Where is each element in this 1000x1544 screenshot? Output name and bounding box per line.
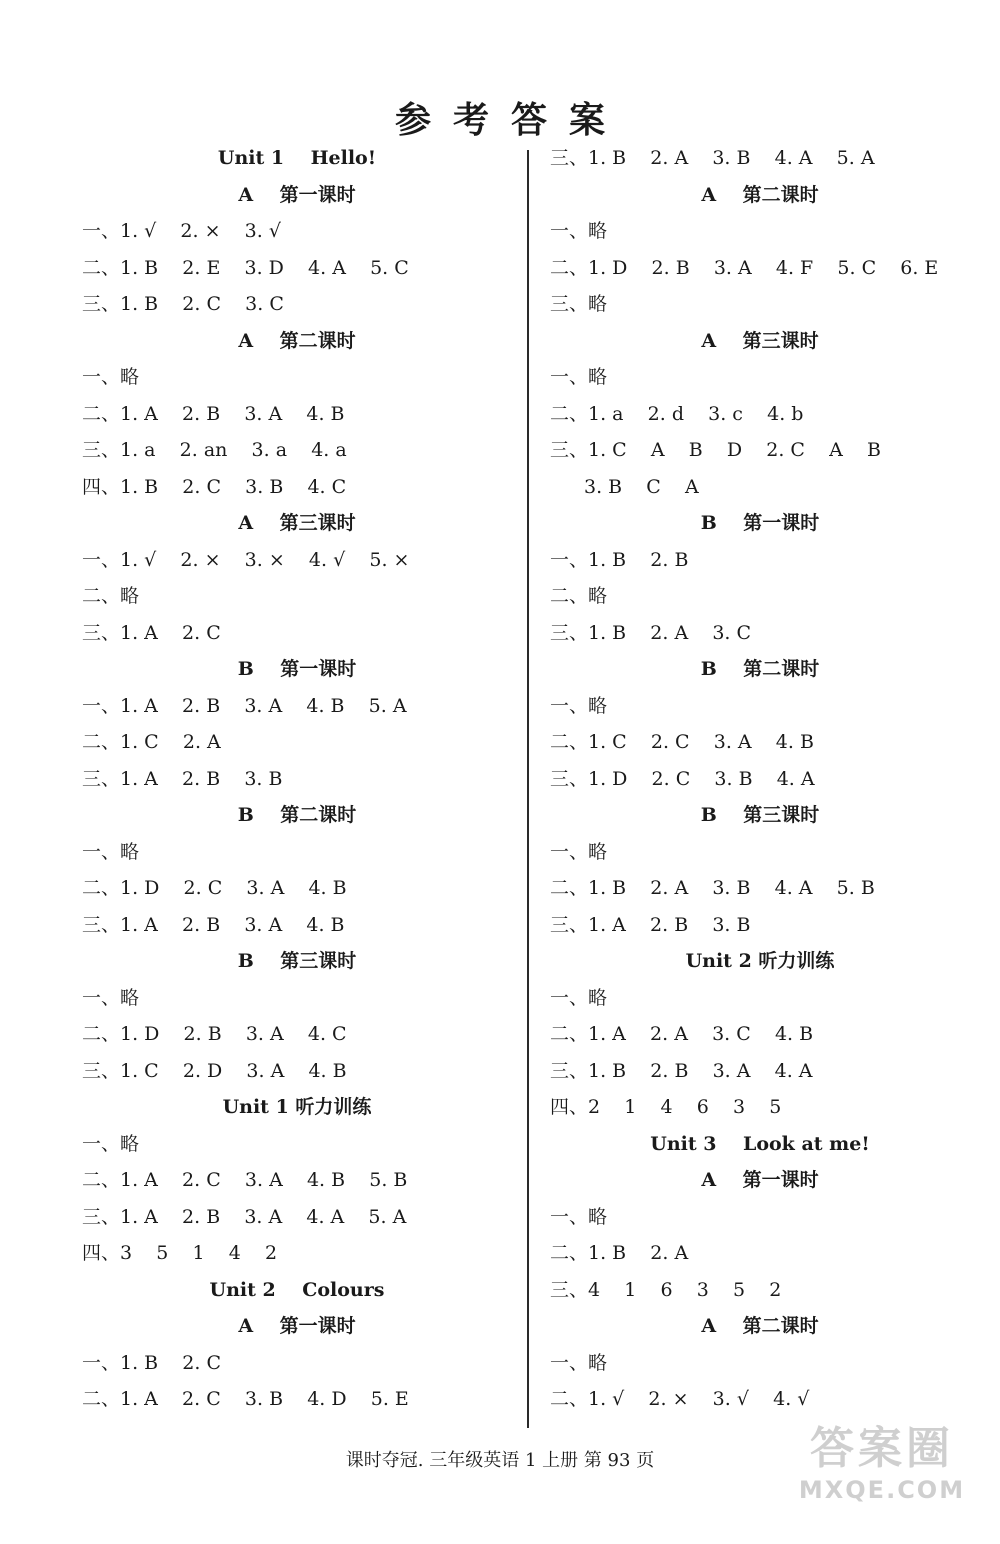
answer-line: 一、1. B 2. C [82,1351,221,1374]
section-heading: B 第二课时 [237,804,357,826]
watermark-url: MXQE.COM [798,1476,966,1504]
section-heading: Unit 2 Colours [209,1278,385,1301]
answer-line: 二、1. √ 2. × 3. √ 4. √ [550,1388,810,1410]
answer-line: 三、1. D 2. C 3. B 4. A [550,767,815,790]
section-heading: B 第二课时 [700,658,820,680]
section-heading: B 第一课时 [700,512,820,534]
answer-line: 四、2 1 4 6 3 5 [550,1096,782,1118]
answer-line: 一、略 [550,840,608,863]
answer-line: 二、1. A 2. C 3. A 4. B 5. B [82,1169,408,1191]
answer-line: 三、1. C A B D 2. C A B [550,439,881,461]
answer-line: 三、1. A 2. B 3. B [82,767,283,790]
answer-line: 三、1. B 2. B 3. A 4. A [550,1059,813,1082]
section-heading: A 第三课时 [701,329,819,352]
answer-line: 二、1. C 2. C 3. A 4. B [550,731,814,753]
right-column [550,140,970,1418]
page-footer: 课时夺冠. 三年级英语 1 上册 第 93 页 [345,1450,655,1471]
answer-line: 一、略 [82,366,140,388]
section-heading: A 第一课时 [238,183,356,206]
section-heading: Unit 3 Look at me! [650,1132,870,1155]
answer-line: 二、1. B 2. E 3. D 4. A 5. C [82,256,409,279]
section-heading: Unit 2 听力训练 [685,950,835,972]
answer-line: 三、1. A 2. B 3. B [550,913,751,936]
section-heading: A 第三课时 [238,512,356,534]
section-heading: Unit 1 听力训练 [222,1096,372,1118]
section-heading: B 第三课时 [700,804,820,826]
answer-line: 四、3 5 1 4 2 [82,1242,278,1264]
answer-line: 二、1. A 2. C 3. B 4. D 5. E [82,1388,409,1410]
section-heading: A 第二课时 [701,183,819,206]
answer-line: 三、1. a 2. an 3. a 4. a [82,439,347,461]
answer-line: 一、略 [550,986,608,1009]
column-divider [527,150,529,1428]
section-heading: Unit 1 Hello! [217,147,377,169]
answer-line: 三、1. C 2. D 3. A 4. B [82,1059,347,1082]
answer-line: 二、1. B 2. A 3. B 4. A 5. B [550,877,875,899]
answer-line: 三、略 [550,293,608,315]
answer-line: 一、略 [550,1205,608,1228]
answer-line: 二、1. A 2. B 3. A 4. B [82,402,345,425]
answer-line: 二、1. D 2. C 3. A 4. B [82,877,347,899]
answer-line: 一、1. A 2. B 3. A 4. B 5. A [82,694,407,717]
answer-line: 三、1. A 2. C [82,621,221,644]
answer-line: 二、1. D 2. B 3. A 4. C [82,1023,347,1045]
answer-line: 三、1. A 2. B 3. A 4. B [82,913,345,936]
answer-line: 一、略 [550,220,608,242]
answer-line: 一、1. B 2. B [550,548,689,571]
answer-line: 二、略 [550,585,608,607]
answer-line: 一、略 [550,694,608,717]
answer-line: 二、略 [82,585,140,607]
answer-line: 3. B C A [584,475,699,498]
left-column [82,140,512,1418]
answer-line: 二、1. D 2. B 3. A 4. F 5. C 6. E [550,256,939,279]
section-heading: B 第三课时 [237,950,357,972]
answer-line: 二、1. B 2. A [550,1242,689,1264]
watermark-logo [782,1412,982,1522]
section-heading: A 第一课时 [701,1169,819,1191]
section-heading: A 第二课时 [701,1315,819,1337]
answer-line: 一、略 [82,840,140,863]
section-heading: B 第一课时 [237,658,357,680]
section-heading: A 第一课时 [238,1315,356,1337]
answer-line: 一、1. √ 2. × 3. × 4. √ 5. × [82,548,410,571]
answer-line: 三、1. B 2. A 3. C [550,621,752,644]
answer-line: 一、略 [82,986,140,1009]
section-heading: A 第二课时 [238,329,356,352]
answer-line: 三、1. A 2. B 3. A 4. A 5. A [82,1205,407,1228]
answer-line: 一、略 [550,366,608,388]
answer-line: 一、1. √ 2. × 3. √ [82,220,281,242]
answer-line: 一、略 [82,1132,140,1155]
answer-line: 二、1. C 2. A [82,731,221,753]
answer-line: 三、4 1 6 3 5 2 [550,1278,782,1301]
answer-line: 一、略 [550,1351,608,1374]
answer-line: 四、1. B 2. C 3. B 4. C [82,475,347,498]
answer-line: 三、1. B 2. C 3. C [82,293,284,315]
answer-line: 二、1. A 2. A 3. C 4. B [550,1023,814,1045]
answer-line: 二、1. a 2. d 3. c 4. b [550,402,804,425]
answer-line: 三、1. B 2. A 3. B 4. A 5. A [550,147,875,169]
page-title: 参考答案 [394,99,627,141]
watermark-text: 答案圈 [810,1423,954,1474]
